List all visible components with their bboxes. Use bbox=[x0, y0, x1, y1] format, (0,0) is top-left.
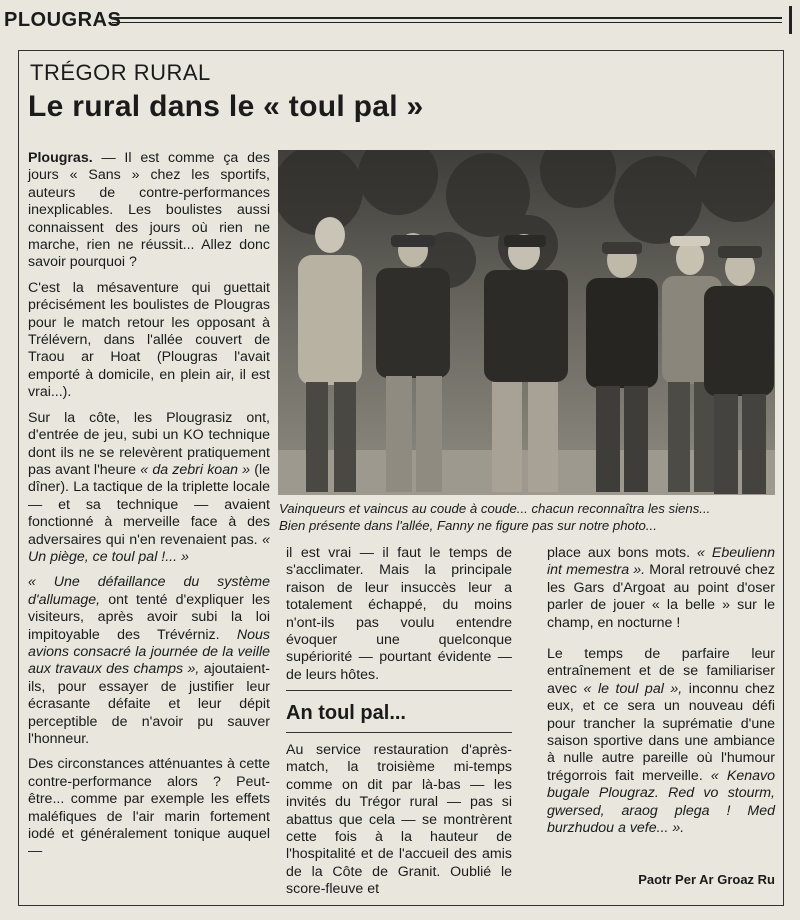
article-column-2 bbox=[286, 545, 512, 692]
paragraph: place aux bons mots. « Ebeulienn int memestra ». Moral retrouvé chez les Gars d'Argoat au point d'oser parler de jouer « la belle » sur le champ, en nocturne ! bbox=[547, 545, 775, 631]
team-photo bbox=[278, 150, 775, 495]
paragraph: « Une défaillance du système d'allumage, ont tenté d'expliquer les visiteurs, après avoir subi la loi impitoyable des Trévérniz. Nous avions consacré la journée de la veille aux travaux des champs », ajoutaient-ils, pour essayer de justifier leur écrasante défaite et leur dépit perceptible de n'avoir pu sauver l'honneur. bbox=[28, 574, 270, 747]
subhead-rule-bottom bbox=[286, 732, 512, 733]
paragraph: Des circonstances atténuantes à cette contre-performance alors ? Peut-être... comme par exemple les effets maléfiques de l'air marin fortement iodé et généralement tonique auquel — bbox=[28, 756, 270, 860]
photo-caption bbox=[279, 500, 785, 534]
photo-caption-line-1: Vainqueurs et vaincus au coude à coude... chacun reconnaîtra les siens... bbox=[279, 501, 711, 516]
article-column-2-continued bbox=[286, 742, 512, 907]
article-column-3 bbox=[547, 545, 775, 846]
team-photo-illustration bbox=[278, 150, 775, 495]
paragraph: Sur la côte, les Plougrasiz ont, d'entrée de jeu, subi un KO technique dont ils ne se relevèrent pratiquement pas avant l'heure « da zebri koan » (le dîner). La tactique de la triplette locale — et sa technique — avaient fonctionné à merveille face à des adversaires qui n'en revenaient pas. « Un piège, ce toul pal !... » bbox=[28, 409, 270, 565]
article-subhead: An toul pal... bbox=[286, 702, 406, 724]
paragraph: Au service restauration d'après-match, la troisième mi-temps comme on dit par là-bas — les invités du Trégor rural — pas si abattus que cela — se montrèrent cette fois à la hauteur de l'hospitalité et de l'accueil des amis de la Côte de Granit. Oublié le score-fleuve et bbox=[286, 742, 512, 898]
photo-caption-line-2: Bien présente dans l'allée, Fanny ne figure pas sur notre photo... bbox=[279, 518, 657, 533]
paragraph: Le temps de parfaire leur entraînement et de se familiariser avec « le toul pal », inconnu chez eux, et ce sera un nouveau défi pour trancher la suprématie d'une saison sportive dans une ambiance à nulle autre pareille où l'humour trégorrois fait merveille. « Kenavo bugale Plougraz. Red vo stourm, gwersed, araog plega ! Med burzhudou a vefe... ». bbox=[547, 646, 775, 837]
header-rule-thin bbox=[112, 22, 782, 23]
article-column-1 bbox=[28, 150, 270, 869]
section-header bbox=[0, 0, 800, 40]
dateline: Plougras. bbox=[28, 150, 93, 166]
section-label: PLOUGRAS bbox=[4, 9, 122, 31]
paragraph: Plougras. — Il est comme ça des jours « Sans » chez les sportifs, auteurs de contre-performances inexplicables. Les boulistes aussi connaissent des jours où rien ne marche, rien ne réussit... Allez donc savoir pourquoi ? bbox=[28, 150, 270, 271]
paragraph: C'est la mésaventure qui guettait précisément les boulistes de Plougras pour le match retour les opposant à Trélévern, dans l'allée couvert de Traou ar Hoat (Plougras l'avait emporté à domicile, en plein air, il est vrai...). bbox=[28, 279, 270, 401]
subhead-rule-top bbox=[286, 690, 512, 691]
article-kicker: TRÉGOR RURAL bbox=[30, 60, 211, 85]
article-headline: Le rural dans le « toul pal » bbox=[28, 90, 424, 123]
article-signature: Paotr Per Ar Groaz Ru bbox=[638, 872, 775, 887]
header-edge-bar bbox=[789, 6, 792, 34]
header-rule bbox=[112, 17, 782, 19]
paragraph: il est vrai — il faut le temps de s'acclimater. Mais la principale raison de leur insuccès leur a totalement échappé, du moins n'ont-ils pas voulu entendre évoquer une quelconque supériorité — pourtant évidente — de leurs hôtes. bbox=[286, 545, 512, 683]
